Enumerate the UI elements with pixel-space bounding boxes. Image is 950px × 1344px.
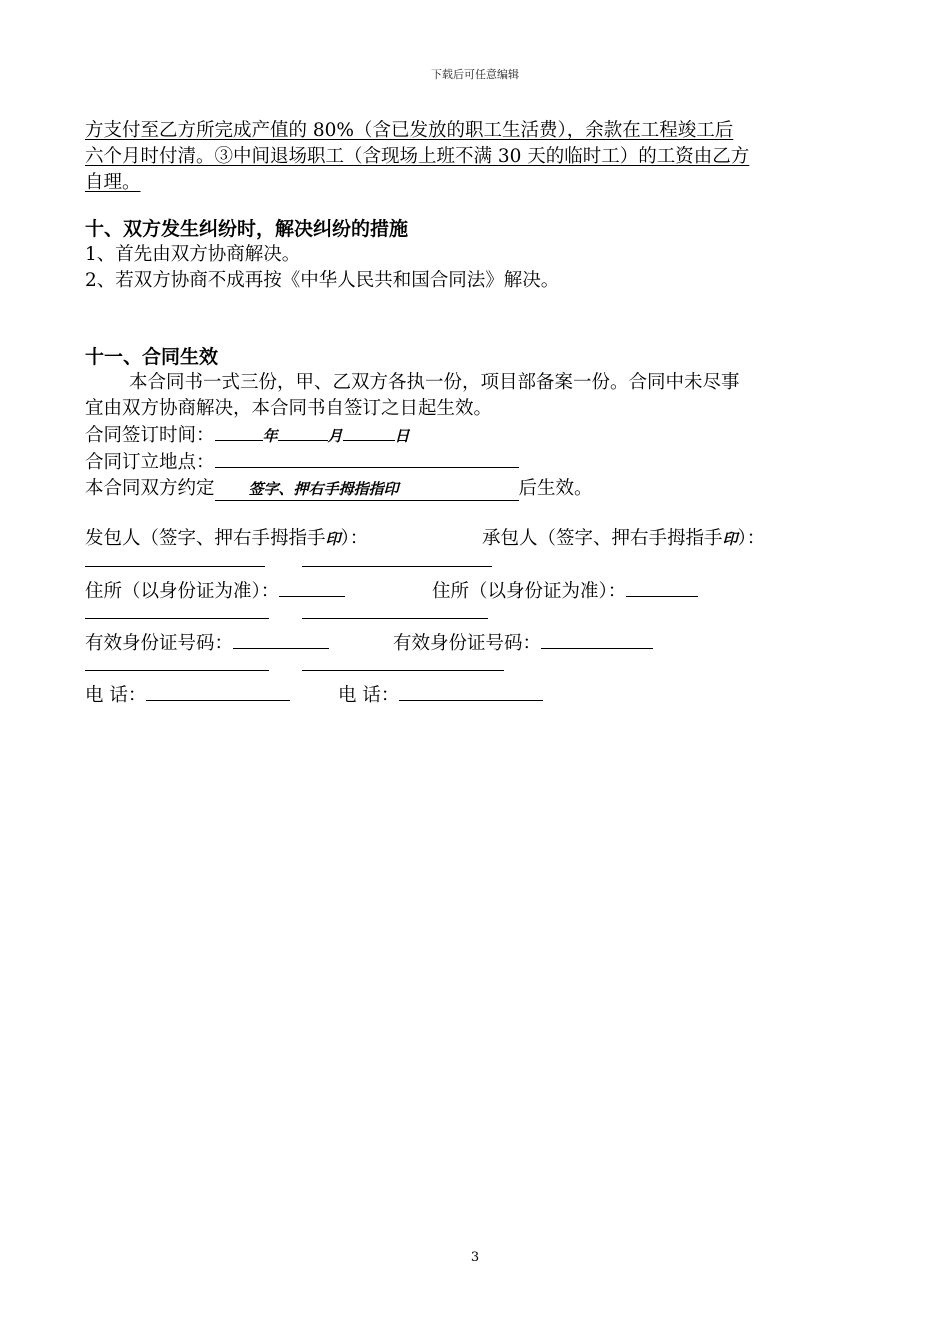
day-label: 日 — [394, 427, 410, 445]
sign-time-row — [85, 422, 885, 449]
party-a-phone-blank[interactable] — [146, 682, 290, 701]
signature-lines-row — [85, 552, 885, 578]
party-a-id-blank[interactable] — [233, 630, 329, 649]
party-a-signature-line[interactable] — [85, 566, 265, 567]
party-a-id-label: 有效身份证号码： — [85, 630, 329, 657]
party-a-address-blank[interactable] — [279, 578, 345, 597]
party-b-id-blank[interactable] — [541, 630, 653, 649]
page-header: 下载后可任意编辑 — [431, 68, 519, 81]
page-number: 3 — [470, 1250, 480, 1265]
month-label: 月 — [327, 427, 343, 445]
month-blank[interactable] — [278, 422, 328, 441]
year-label: 年 — [262, 427, 278, 445]
id-row — [85, 630, 885, 656]
party-b-address-blank[interactable] — [626, 578, 698, 597]
party-b-label: 承包人（签字、押右手拇指手印）： — [482, 528, 766, 549]
party-b-id-line[interactable] — [302, 670, 504, 671]
party-a-id-line[interactable] — [85, 670, 269, 671]
section9-line-2: 六个月时付清。③中间退场职工（含现场上班不满 30 天的临时工）的工资由乙方 — [85, 146, 750, 167]
party-a-yin: 印 — [325, 530, 341, 548]
section9-line-3: 自理。 — [85, 172, 141, 193]
sign-place-blank[interactable] — [215, 449, 519, 468]
agreement-prefix: 本合同双方约定 — [85, 478, 215, 499]
section9-line-1: 方支付至乙方所完成产值的 80%（含已发放的职工生活费），余款在工程竣工后 — [85, 120, 734, 141]
section11-heading: 十一、合同生效 — [85, 346, 219, 368]
party-b-signature-line[interactable] — [302, 566, 492, 567]
section10-item-2: 2、若双方协商不成再按《中华人民共和国合同法》解决。 — [85, 270, 560, 291]
section10-heading: 十、双方发生纠纷时，解决纠纷的措施 — [85, 218, 409, 240]
year-blank[interactable] — [215, 422, 263, 441]
party-b-phone-label: 电 话： — [338, 682, 543, 709]
party-b-yin: 印 — [722, 530, 738, 548]
address-lines-row — [85, 604, 885, 630]
agreement-row — [85, 476, 885, 502]
party-b-address-line[interactable] — [302, 618, 488, 619]
sign-place-label: 合同订立地点： — [85, 452, 215, 473]
party-labels-row — [85, 526, 885, 552]
sign-time-label: 合同签订时间： — [85, 425, 215, 446]
document-body — [85, 118, 885, 708]
agreement-suffix: 后生效。 — [518, 478, 593, 499]
sign-place-row — [85, 449, 885, 476]
day-blank[interactable] — [343, 422, 395, 441]
phone-row — [85, 682, 885, 708]
party-a-address-line[interactable] — [85, 618, 269, 619]
party-a-address-label: 住所（以身份证为准）： — [85, 578, 345, 605]
section10-item-1: 1、首先由双方协商解决。 — [85, 244, 301, 265]
party-b-phone-blank[interactable] — [399, 682, 543, 701]
address-row — [85, 578, 885, 604]
agreement-fill-text: 签字、押右手拇指指印 — [248, 480, 399, 498]
section11-paragraph-line-2: 宜由双方协商解决，本合同书自签订之日起生效。 — [85, 398, 493, 419]
id-lines-row — [85, 656, 885, 682]
party-a-label: 发包人（签字、押右手拇指手印）： — [85, 528, 369, 549]
party-b-id-label: 有效身份证号码： — [393, 630, 653, 657]
party-b-address-label: 住所（以身份证为准）： — [432, 578, 698, 605]
agreement-fill-field — [215, 478, 519, 501]
section11-paragraph-line-1: 本合同书一式三份，甲、乙双方各执一份，项目部备案一份。合同中未尽事 — [129, 372, 740, 393]
party-a-phone-label: 电 话： — [85, 682, 290, 709]
